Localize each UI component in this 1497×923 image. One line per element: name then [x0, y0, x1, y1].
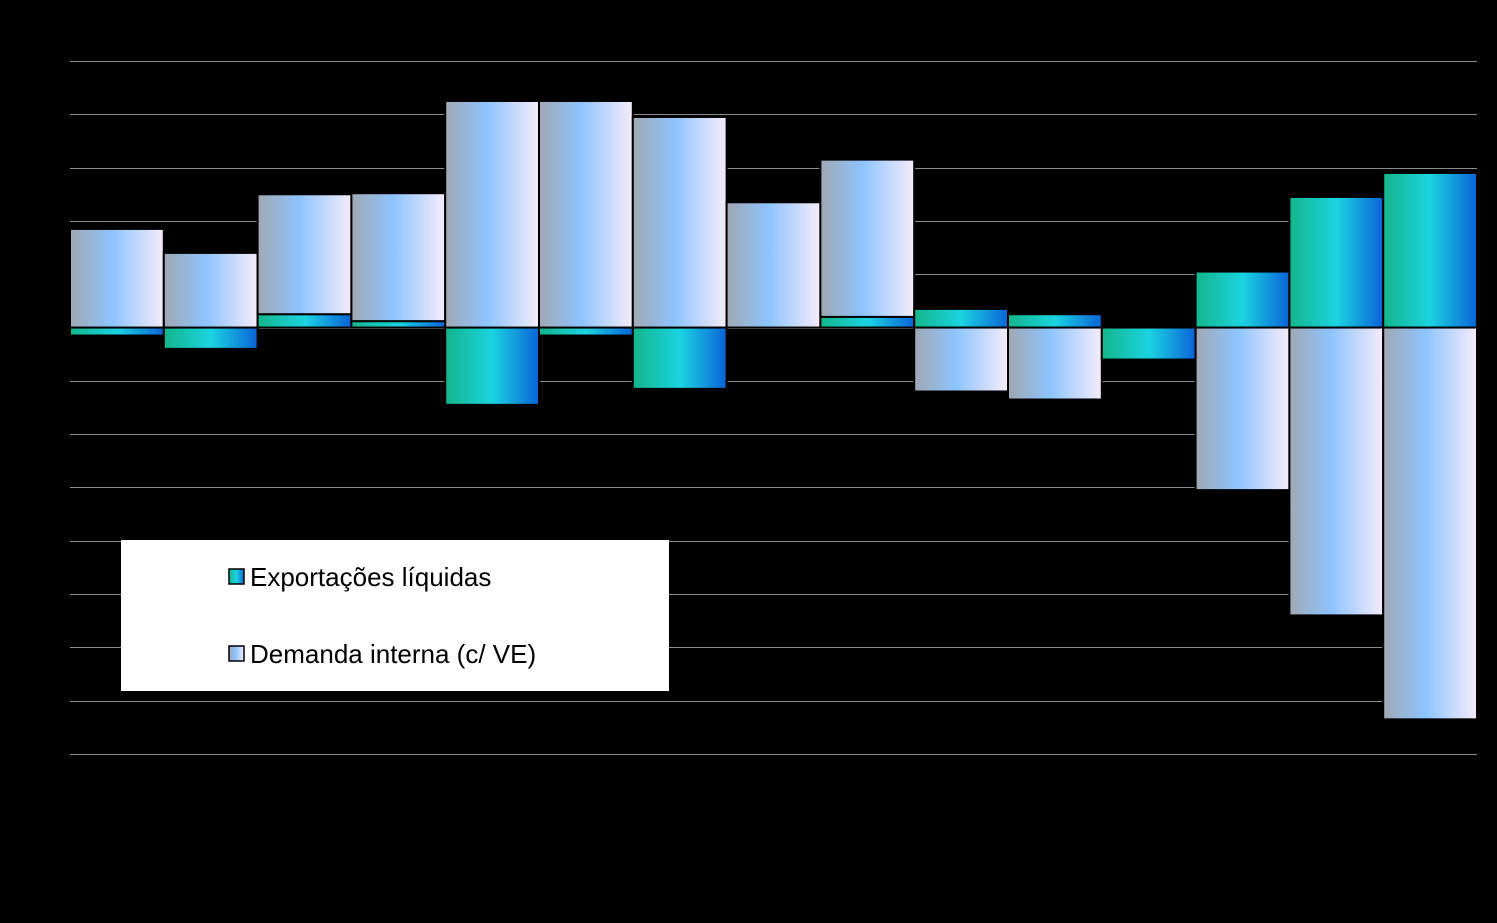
- bar-exportacoes-8: [820, 317, 914, 328]
- bar-demanda-8: [820, 160, 914, 317]
- bar-demanda-13: [1289, 328, 1383, 616]
- bar-exportacoes-14: [1383, 173, 1477, 328]
- legend-swatch-demanda: [229, 646, 244, 661]
- bar-exportacoes-4: [445, 328, 539, 405]
- legend-label-exportacoes: Exportações líquidas: [250, 562, 492, 592]
- bar-demanda-14: [1383, 328, 1477, 720]
- bar-demanda-1: [164, 253, 258, 328]
- bar-demanda-7: [727, 202, 821, 327]
- bar-demanda-9: [914, 328, 1008, 392]
- legend-label-demanda: Demanda interna (c/ VE): [250, 639, 537, 669]
- bar-demanda-5: [539, 101, 633, 328]
- bar-exportacoes-9: [914, 309, 1008, 328]
- bar-demanda-0: [70, 229, 164, 328]
- bar-exportacoes-2: [258, 314, 352, 327]
- bar-exportacoes-13: [1289, 197, 1383, 328]
- bar-exportacoes-10: [1008, 314, 1102, 327]
- bar-demanda-10: [1008, 328, 1102, 400]
- bar-exportacoes-0: [70, 328, 164, 336]
- bar-demanda-2: [258, 194, 352, 314]
- bar-exportacoes-12: [1196, 272, 1290, 328]
- bar-exportacoes-5: [539, 328, 633, 336]
- bar-exportacoes-1: [164, 328, 258, 349]
- bar-exportacoes-11: [1102, 328, 1196, 360]
- legend: [121, 540, 669, 691]
- bar-demanda-3: [351, 193, 445, 321]
- bar-demanda-12: [1196, 328, 1290, 491]
- bar-demanda-4: [445, 101, 539, 328]
- bar-demanda-6: [633, 117, 727, 328]
- legend-swatch-exportacoes: [229, 569, 244, 584]
- bar-exportacoes-6: [633, 328, 727, 389]
